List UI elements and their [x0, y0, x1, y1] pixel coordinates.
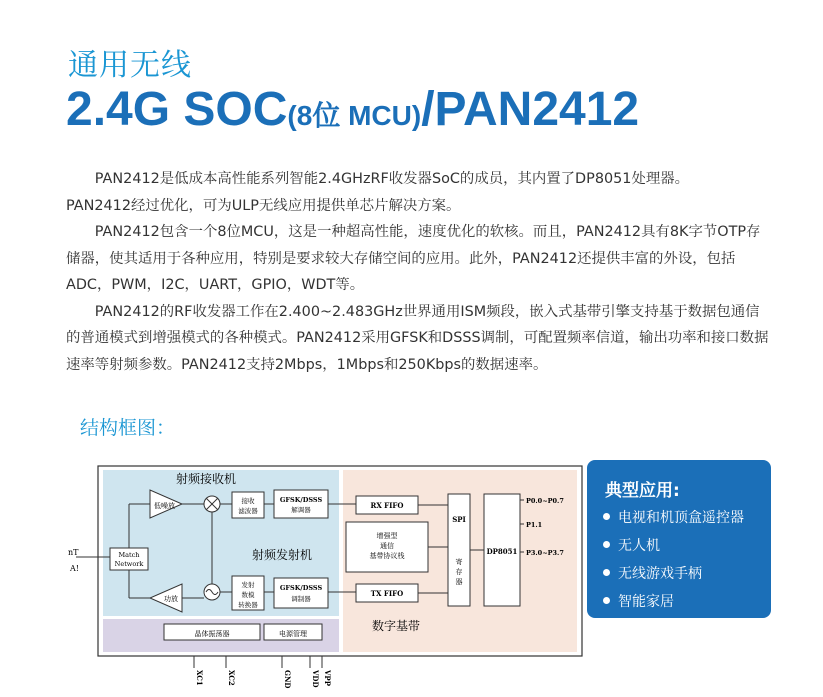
ant-label-bottom: A!: [70, 564, 79, 573]
page-subtitle: 通用无线: [68, 48, 192, 83]
intro-paragraph-2: PAN2412经过优化，可为ULP无线应用提供单芯片解决方案。: [66, 197, 461, 214]
list-item: 无人机: [603, 532, 744, 560]
intro-paragraph-4: PAN2412的RF收发器工作在2.400~2.483GHz世界通用ISM频段，嵌入式基带引擎支持基于数据包通信的普通模式到增强模式的各种模式。PAN2412采用GFSK和DSSS调制，可配置频率信道，输出功率和接口数据速率等射频参数。PAN2412支持2Mbps，1Mbps和250Kbps的数据速率。: [66, 303, 769, 373]
rx-section-label: 射频接收机: [176, 472, 237, 486]
intro-paragraph-1: PAN2412是低成本高性能系列智能2.4GHzRF收发器SoC的成员，其内置了DP8051处理器。: [94, 171, 690, 187]
ant-label-top: nT: [68, 548, 79, 557]
power-mgmt-label: 电源管理: [279, 630, 307, 638]
port-p0-label: P0.0~P0.7: [526, 497, 564, 505]
port-p1-label: P1.1: [526, 521, 543, 529]
bullet-icon: [603, 569, 610, 576]
svg-text:解调器: 解调器: [291, 506, 311, 514]
svg-text:滤波器: 滤波器: [238, 507, 258, 515]
rx-fifo-label: RX FIFO: [370, 501, 404, 510]
pin-gnd: GND: [283, 670, 292, 689]
spi-label: SPI: [452, 515, 466, 524]
intro-paragraph-3: PAN2412包含一个8位MCU，这是一种超高性能，速度优化的软核。而且，PAN2412具有8K字节OTP存储器，使其适用于各种应用，特别是要求较大存储空间的应用。此外，PAN2412还提供丰富的外设，包括ADC，PWM，I2C，UART，GPIO，WDT等。: [66, 224, 761, 293]
bullet-icon: [603, 597, 610, 604]
pin-xc2: XC2: [227, 670, 236, 686]
match-network-label-2: Network: [114, 560, 144, 568]
svg-text:基带协议栈: 基带协议栈: [369, 552, 405, 560]
list-item: 智能家居: [603, 588, 744, 616]
intro-text: [66, 166, 771, 378]
svg-text:器: 器: [455, 578, 463, 586]
lna-label: 低噪放: [154, 502, 175, 510]
title-paren: (8位 MCU): [287, 100, 422, 131]
svg-text:通信: 通信: [380, 542, 394, 550]
pin-vdd: VDD: [311, 670, 320, 688]
title-main: 2.4G SOC: [66, 83, 288, 136]
digital-baseband-label: 数字基带: [372, 619, 421, 633]
dp8051-label: DP8051: [486, 547, 518, 556]
svg-text:接收: 接收: [241, 497, 255, 505]
list-item: 无线游戏手柄: [603, 560, 744, 588]
modulator-box: [274, 578, 328, 608]
title-tail: /PAN2412: [421, 83, 640, 136]
pin-vpp: VPP: [323, 670, 332, 686]
list-item: 电视和机顶盒遥控器: [603, 504, 744, 532]
block-diagram: [66, 456, 586, 692]
block-diagram-label: 结构框图：: [80, 417, 176, 439]
svg-text:GFSK/DSSS: GFSK/DSSS: [279, 584, 323, 592]
svg-text:数模: 数模: [241, 591, 255, 599]
svg-text:增强型: 增强型: [376, 532, 398, 540]
match-network-label: Match: [118, 551, 140, 559]
bullet-icon: [603, 541, 610, 548]
pa-label: 功放: [164, 595, 178, 603]
svg-text:寄: 寄: [455, 558, 463, 566]
tx-fifo-label: TX FIFO: [370, 589, 404, 598]
svg-text:转换器: 转换器: [238, 601, 258, 609]
svg-text:存: 存: [455, 568, 463, 576]
tx-section-label: 射频发射机: [252, 548, 313, 562]
applications-list: [603, 504, 744, 616]
applications-heading: 典型应用:: [605, 481, 680, 501]
svg-text:GFSK/DSSS: GFSK/DSSS: [279, 496, 323, 504]
bullet-icon: [603, 513, 610, 520]
crystal-osc-label: 晶体振荡器: [194, 630, 230, 638]
applications-panel: [587, 460, 771, 618]
spi-register-box: [448, 494, 470, 606]
svg-text:发射: 发射: [241, 581, 255, 589]
pin-xc1: XC1: [195, 670, 204, 686]
page-title: [66, 82, 639, 137]
svg-text:调制器: 调制器: [291, 595, 311, 603]
port-p3-label: P3.0~P3.7: [526, 549, 564, 557]
